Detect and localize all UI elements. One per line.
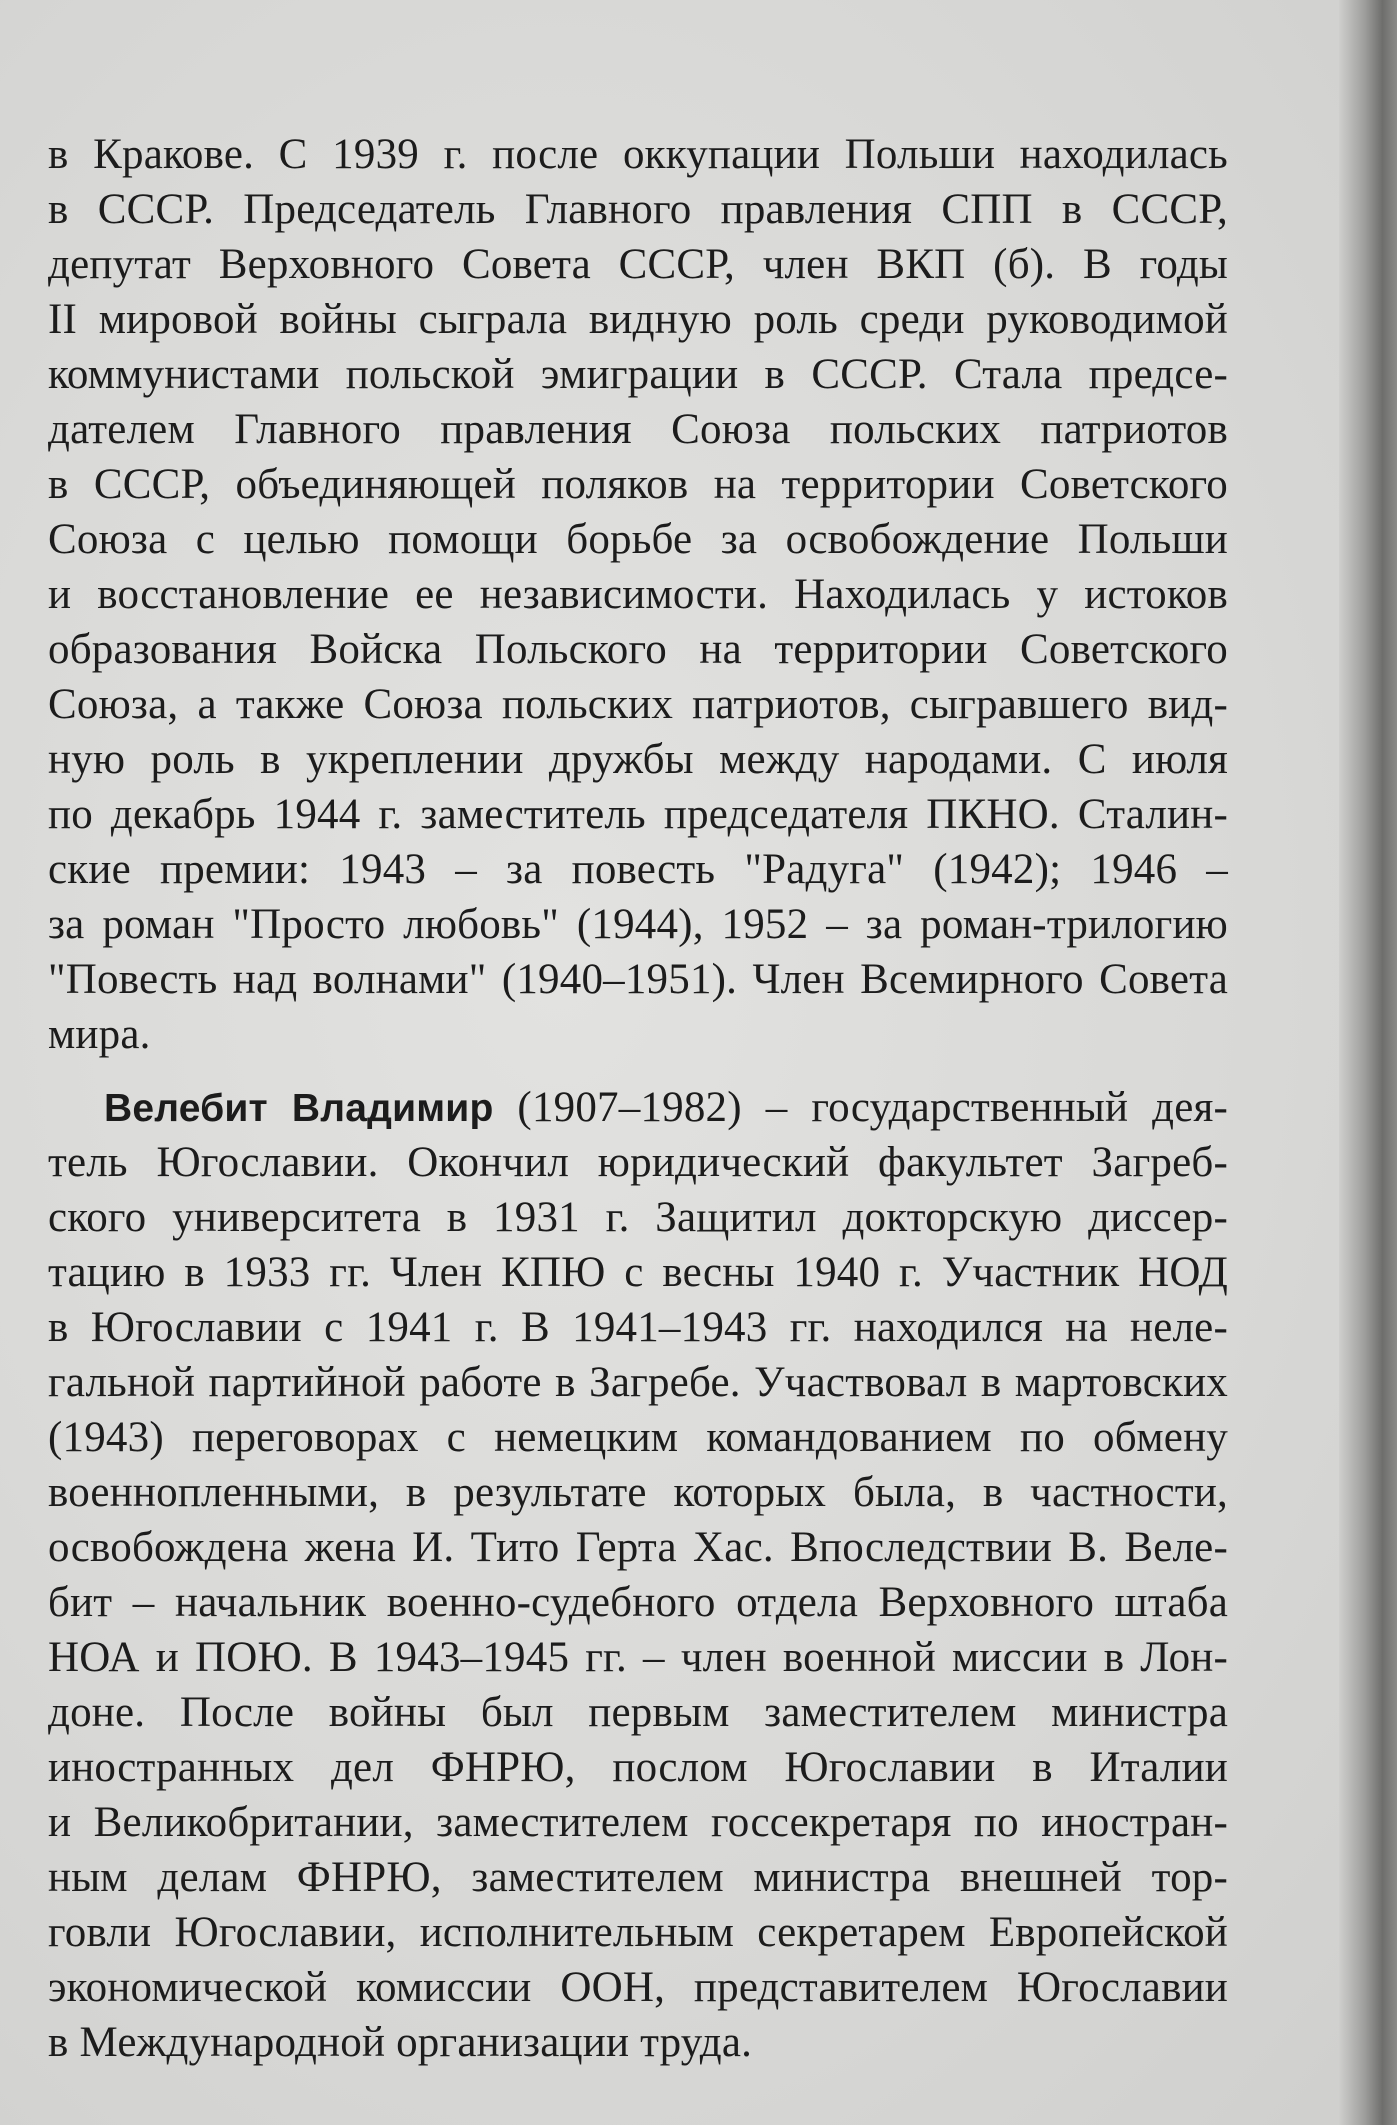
text-line: в Кракове. С 1939 г. после оккупации Польши находилась (48, 131, 1228, 178)
text-line: II мировой войны сыграла видную роль среди руководимой (48, 296, 1228, 343)
text-line: иностранных дел ФНРЮ, послом Югославии в Италии (48, 1744, 1228, 1791)
text-line: и Великобритании, заместителем госсекретаря по иностран- (48, 1799, 1228, 1846)
text-line: в Югославии с 1941 г. В 1941–1943 гг. находился на неле- (48, 1304, 1228, 1351)
text-line: Союза с целью помощи борьбе за освобождение Польши (48, 516, 1228, 563)
text-line: образования Войска Польского на территории Советского (48, 626, 1228, 673)
text-line: в Международной организации труда. (48, 2019, 753, 2066)
paragraph-spacer (48, 1062, 1228, 1080)
entry-first-line (48, 1080, 1228, 1135)
entry-name-heading: Велебит Владимир (104, 1087, 494, 1130)
text-line: и восстановление ее независимости. Находилась у истоков (48, 571, 1228, 618)
entry-first-line-text: (1907–1982) – государственный дея- (493, 1084, 1228, 1131)
text-line: депутат Верховного Совета СССР, член ВКП (б). В годы (48, 241, 1228, 288)
text-line: экономической комиссии ООН, представителем Югославии (48, 1964, 1228, 2011)
text-line: Союза, а также Союза польских патриотов, сыгравшего вид- (48, 681, 1228, 728)
text-line: освобождена жена И. Тито Герта Хас. Впоследствии В. Веле- (48, 1524, 1228, 1571)
text-line: доне. После войны был первым заместителем министра (48, 1689, 1228, 1736)
text-line: тацию в 1933 гг. Член КПЮ с весны 1940 г. Участник НОД (48, 1249, 1228, 1296)
text-line: ского университета в 1931 г. Защитил докторскую диссер- (48, 1194, 1228, 1241)
text-line: дателем Главного правления Союза польских патриотов (48, 406, 1228, 453)
text-line: мира. (48, 1011, 151, 1058)
text-line: НОА и ПОЮ. В 1943–1945 гг. – член военной миссии в Лон- (48, 1634, 1228, 1681)
text-line: в СССР, объединяющей поляков на территории Советского (48, 461, 1228, 508)
text-line: ным делам ФНРЮ, заместителем министра внешней тор- (48, 1854, 1228, 1901)
text-line: ную роль в укреплении дружбы между народами. С июля (48, 736, 1228, 783)
text-line: за роман "Просто любовь" (1944), 1952 – за роман-трилогию (48, 901, 1228, 948)
paragraph-velebit (48, 1080, 1228, 2070)
text-line: тель Югославии. Окончил юридический факультет Загреб- (48, 1139, 1228, 1186)
text-line: в СССР. Председатель Главного правления СПП в СССР, (48, 186, 1228, 233)
text-line: по декабрь 1944 г. заместитель председателя ПКНО. Сталин- (48, 791, 1228, 838)
text-line: военнопленными, в результате которых была, в частности, (48, 1469, 1228, 1516)
text-line: бит – начальник военно-судебного отдела Верховного штаба (48, 1579, 1228, 1626)
text-line: ские премии: 1943 – за повесть "Радуга" (1942); 1946 – (48, 846, 1228, 893)
page-text (48, 127, 1228, 2070)
text-line: гальной партийной работе в Загребе. Участвовал в мартовских (48, 1359, 1228, 1406)
text-line: "Повесть над волнами" (1940–1951). Член Всемирного Совета (48, 956, 1228, 1003)
paragraph-wasilewska-continued (48, 127, 1228, 1062)
text-line: (1943) переговорах с немецким командованием по обмену (48, 1414, 1228, 1461)
text-line: коммунистами польской эмиграции в СССР. Стала предсе- (48, 351, 1228, 398)
text-line: говли Югославии, исполнительным секретарем Европейской (48, 1909, 1228, 1956)
book-spine-shadow (1339, 0, 1397, 2125)
